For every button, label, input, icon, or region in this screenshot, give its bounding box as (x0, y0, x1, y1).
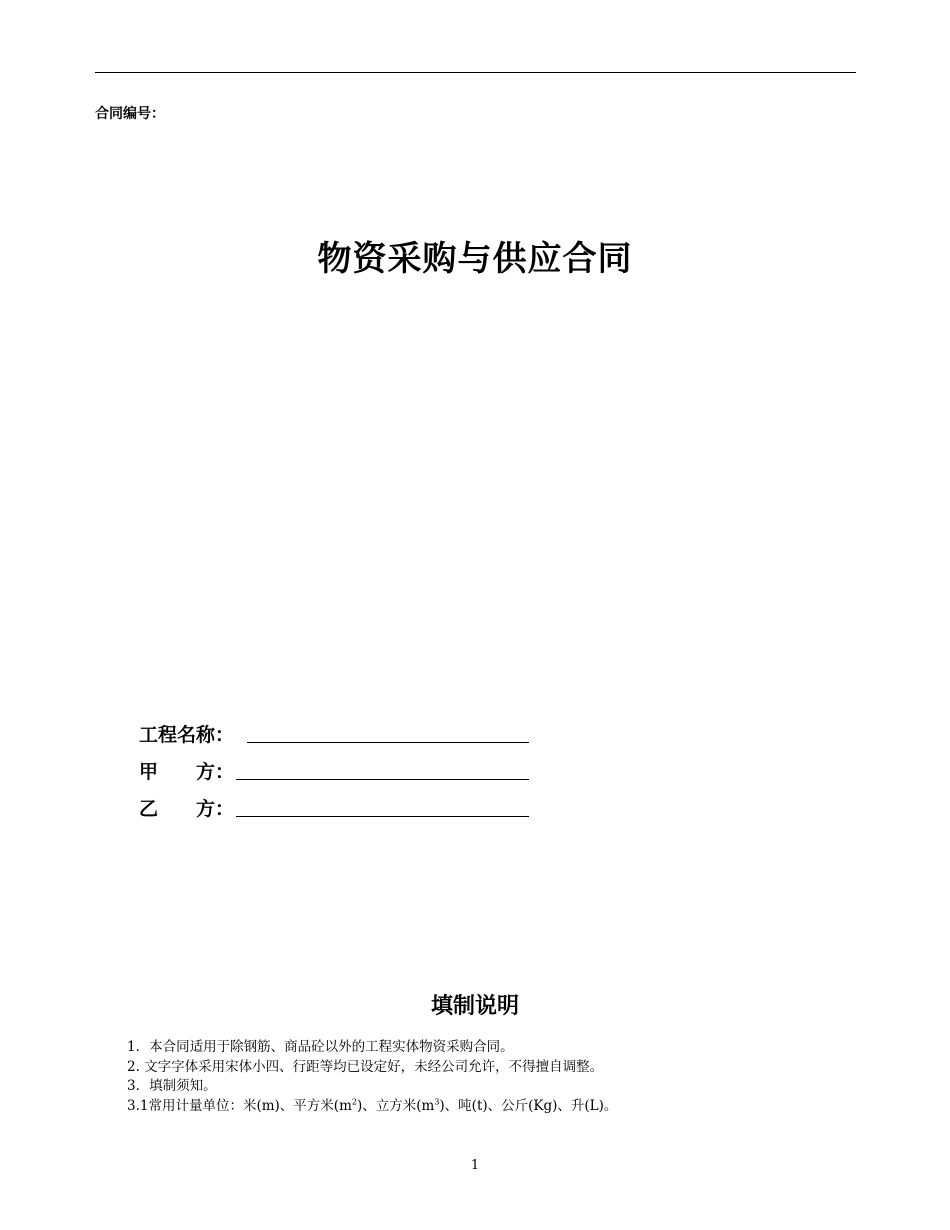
project-name-label: 工程名称： (139, 724, 235, 746)
party-b-label: 乙 方： (139, 798, 235, 820)
units-superscript-2: 2 (351, 1097, 357, 1106)
party-a-blank[interactable] (236, 779, 529, 780)
units-prefix: 3.1常用计量单位：米(m)、平方米(m (127, 1097, 352, 1114)
instructions-title: 填制说明 (430, 994, 519, 1019)
party-b-blank[interactable] (236, 816, 529, 817)
page-number: 1 (470, 1158, 480, 1173)
instruction-item: 3．填制须知。 (127, 1078, 217, 1094)
project-name-blank[interactable] (247, 742, 529, 743)
units-superscript-3: 3 (434, 1097, 440, 1106)
contract-number-label: 合同编号： (95, 106, 165, 122)
header-rule (95, 72, 856, 73)
party-a-label: 甲 方： (139, 761, 235, 783)
instruction-item: 2. 文字字体采用宋体小四、行距等均已设定好，未经公司允许，不得擅自调整。 (127, 1058, 604, 1075)
document-title: 物资采购与供应合同 (317, 239, 633, 279)
units-middle: )、立方米(m (356, 1097, 435, 1114)
units-suffix: )、吨(t)、公斤(Kg)、升(L)。 (439, 1097, 618, 1114)
instructions-list (127, 1038, 617, 1116)
instruction-item: 1．本合同适用于除钢筋、商品砼以外的工程实体物资采购合同。 (127, 1039, 514, 1055)
instruction-units-line (127, 1097, 617, 1117)
